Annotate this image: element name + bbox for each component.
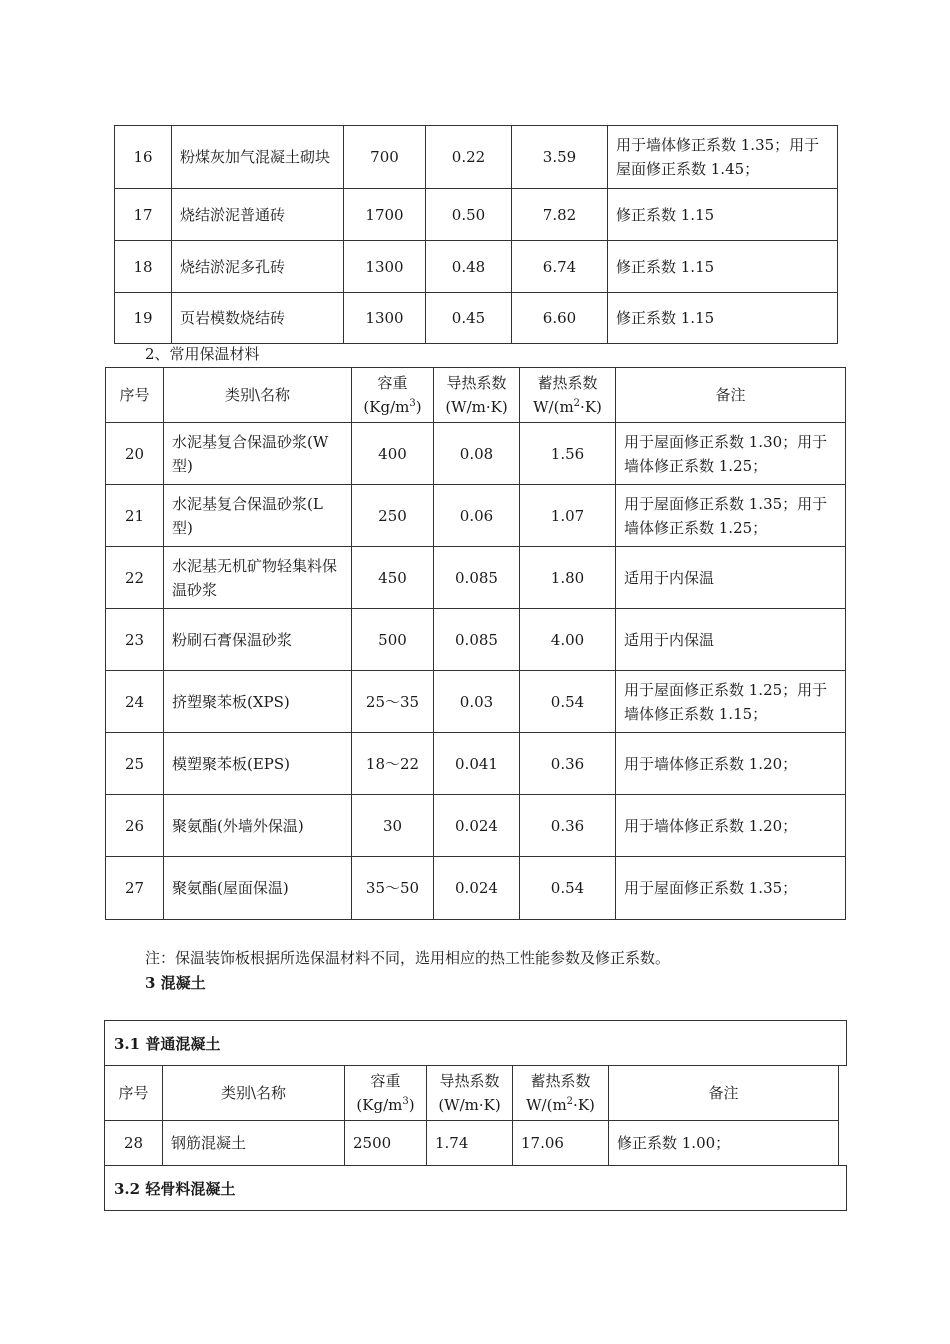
table-row <box>106 733 846 795</box>
section-heading: 2、常用保温材料 <box>145 345 260 363</box>
density-value: 400 <box>352 423 434 485</box>
header-density: 容重 $(Kg/m^3)$ <box>345 1066 427 1121</box>
note-value: 用于屋面修正系数 1.35；用于墙体修正系数 1.25； <box>616 485 846 547</box>
row-number: 19 <box>115 293 172 344</box>
row-number: 22 <box>106 547 164 609</box>
conductivity-value: 0.024 <box>434 857 520 920</box>
storage-value: 1.80 <box>520 547 616 609</box>
footnote: 注：保温装饰板根据所选保温材料不同，选用相应的热工性能参数及修正系数。 <box>145 949 671 967</box>
table-wall-materials <box>114 125 838 344</box>
row-number: 25 <box>106 733 164 795</box>
storage-value: 17.06 <box>513 1121 609 1166</box>
conductivity-value: 0.06 <box>434 485 520 547</box>
row-number: 16 <box>115 126 172 189</box>
density-value: 700 <box>344 126 426 189</box>
header-density: 容重 $(Kg/m^3)$ <box>352 368 434 423</box>
table-row <box>115 189 838 241</box>
conductivity-value: 0.085 <box>434 609 520 671</box>
table-header-row <box>106 368 846 423</box>
note-value: 用于屋面修正系数 1.30；用于墙体修正系数 1.25； <box>616 423 846 485</box>
note-value: 用于墙体修正系数 1.35；用于屋面修正系数 1.45； <box>608 126 838 189</box>
row-number: 26 <box>106 795 164 857</box>
table-row <box>106 547 846 609</box>
conductivity-value: 1.74 <box>427 1121 513 1166</box>
material-name: 模塑聚苯板(EPS) <box>164 733 352 795</box>
storage-value: 6.74 <box>512 241 608 293</box>
table-row <box>105 1121 839 1166</box>
row-number: 28 <box>105 1121 163 1166</box>
table-row <box>106 609 846 671</box>
storage-value: 0.36 <box>520 733 616 795</box>
table-row <box>115 241 838 293</box>
table-concrete <box>104 1065 839 1166</box>
header-note: 备注 <box>609 1066 839 1121</box>
row-number: 17 <box>115 189 172 241</box>
row-number: 21 <box>106 485 164 547</box>
header-conductivity: 导热系数 (W/m·K) <box>434 368 520 423</box>
header-note: 备注 <box>616 368 846 423</box>
note-value: 修正系数 1.15 <box>608 241 838 293</box>
density-value: 1300 <box>344 241 426 293</box>
conductivity-value: 0.024 <box>434 795 520 857</box>
storage-value: 6.60 <box>512 293 608 344</box>
note-value: 用于屋面修正系数 1.25；用于墙体修正系数 1.15； <box>616 671 846 733</box>
material-name: 水泥基复合保温砂浆(W 型) <box>164 423 352 485</box>
header-storage: 蓄热系数 $W/(m^2\cdot K)$ <box>513 1066 609 1121</box>
material-name: 水泥基复合保温砂浆(L 型) <box>164 485 352 547</box>
table-header-row <box>105 1066 839 1121</box>
note-value: 用于屋面修正系数 1.35； <box>616 857 846 920</box>
storage-value: 3.59 <box>512 126 608 189</box>
section-heading: 3 混凝土 <box>145 974 206 992</box>
conductivity-value: 0.08 <box>434 423 520 485</box>
header-number: 序号 <box>106 368 164 423</box>
storage-value: 0.36 <box>520 795 616 857</box>
table-row <box>115 293 838 344</box>
header-name: 类别\名称 <box>164 368 352 423</box>
material-name: 页岩模数烧结砖 <box>172 293 344 344</box>
header-conductivity: 导热系数 (W/m·K) <box>427 1066 513 1121</box>
material-name: 粉煤灰加气混凝土砌块 <box>172 126 344 189</box>
note-value: 适用于内保温 <box>616 609 846 671</box>
note-value: 修正系数 1.15 <box>608 189 838 241</box>
row-number: 27 <box>106 857 164 920</box>
conductivity-value: 0.085 <box>434 547 520 609</box>
table-row <box>106 857 846 920</box>
conductivity-value: 0.48 <box>426 241 512 293</box>
density-value: 2500 <box>345 1121 427 1166</box>
note-value: 适用于内保温 <box>616 547 846 609</box>
subsection-heading: 3.2 轻骨料混凝土 <box>104 1165 847 1211</box>
table-insulation-materials <box>105 367 846 920</box>
subsection-heading: 3.1 普通混凝土 <box>104 1020 847 1066</box>
storage-value: 7.82 <box>512 189 608 241</box>
storage-value: 4.00 <box>520 609 616 671</box>
row-number: 23 <box>106 609 164 671</box>
density-value: 30 <box>352 795 434 857</box>
conductivity-value: 0.041 <box>434 733 520 795</box>
material-name: 聚氨酯(屋面保温) <box>164 857 352 920</box>
storage-value: 0.54 <box>520 671 616 733</box>
material-name: 挤塑聚苯板(XPS) <box>164 671 352 733</box>
material-name: 粉刷石膏保温砂浆 <box>164 609 352 671</box>
note-value: 用于墙体修正系数 1.20； <box>616 795 846 857</box>
material-name: 钢筋混凝土 <box>163 1121 345 1166</box>
storage-value: 1.07 <box>520 485 616 547</box>
note-value: 用于墙体修正系数 1.20； <box>616 733 846 795</box>
material-name: 烧结淤泥多孔砖 <box>172 241 344 293</box>
row-number: 20 <box>106 423 164 485</box>
table-row <box>106 671 846 733</box>
material-name: 聚氨酯(外墙外保温) <box>164 795 352 857</box>
density-value: 1700 <box>344 189 426 241</box>
header-number: 序号 <box>105 1066 163 1121</box>
density-value: 35～50 <box>352 857 434 920</box>
table-row <box>106 423 846 485</box>
storage-value: 0.54 <box>520 857 616 920</box>
density-value: 450 <box>352 547 434 609</box>
density-value: 250 <box>352 485 434 547</box>
row-number: 24 <box>106 671 164 733</box>
conductivity-value: 0.50 <box>426 189 512 241</box>
conductivity-value: 0.45 <box>426 293 512 344</box>
density-value: 25～35 <box>352 671 434 733</box>
note-value: 修正系数 1.15 <box>608 293 838 344</box>
header-name: 类别\名称 <box>163 1066 345 1121</box>
material-name: 烧结淤泥普通砖 <box>172 189 344 241</box>
table-row <box>106 795 846 857</box>
header-storage: 蓄热系数 $W/(m^2\cdot K)$ <box>520 368 616 423</box>
conductivity-value: 0.03 <box>434 671 520 733</box>
row-number: 18 <box>115 241 172 293</box>
storage-value: 1.56 <box>520 423 616 485</box>
note-value: 修正系数 1.00； <box>609 1121 839 1166</box>
table-row <box>106 485 846 547</box>
density-value: 18～22 <box>352 733 434 795</box>
material-name: 水泥基无机矿物轻集料保温砂浆 <box>164 547 352 609</box>
table-row <box>115 126 838 189</box>
density-value: 500 <box>352 609 434 671</box>
density-value: 1300 <box>344 293 426 344</box>
conductivity-value: 0.22 <box>426 126 512 189</box>
